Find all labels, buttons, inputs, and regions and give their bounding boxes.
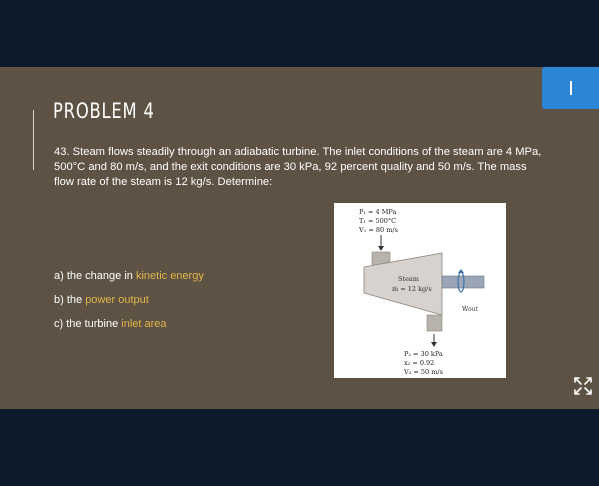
- title-accent-bar: [33, 110, 34, 170]
- steam-label: Steam: [398, 275, 419, 283]
- slide: [0, 67, 599, 409]
- bar-icon: [570, 81, 572, 95]
- part-a-highlight: kinetic energy: [135, 270, 204, 282]
- mass-flow-label: ṁ = 12 kg/s: [392, 285, 432, 293]
- exit-arrow-head: [431, 342, 437, 347]
- exit-pipe: [427, 315, 442, 331]
- rotation-arrow-head: [458, 269, 464, 273]
- turbine-diagram: [334, 203, 506, 378]
- fullscreen-button[interactable]: [571, 374, 595, 398]
- inlet-arrow-head: [378, 246, 384, 251]
- inlet-pressure-label: P₁ = 4 MPa: [359, 208, 397, 216]
- slide-title: PROBLEM 4: [53, 99, 155, 123]
- exit-quality-label: x₂ = 0.92: [404, 359, 435, 367]
- inlet-temperature-label: T₁ = 500°C: [359, 217, 397, 225]
- exit-velocity-label: V₂ = 50 m/s: [404, 368, 443, 376]
- part-b: [54, 294, 149, 306]
- fullscreen-icon: [571, 374, 595, 398]
- work-output-label: Ẇout: [462, 306, 479, 313]
- inlet-velocity-label: V₁ = 80 m/s: [359, 226, 398, 234]
- part-b-text: b) the: [54, 294, 86, 306]
- part-c-text: c) the turbine: [54, 318, 122, 330]
- turbine-shaft: [442, 276, 484, 288]
- exit-pressure-label: P₂ = 30 kPa: [404, 350, 443, 358]
- problem-statement: 43. Steam flows steadily through an adiabatic turbine. The inlet conditions of the steam are 4 MPa, 500°C and 80 m/s, and the exit conditions are 30 kPa, 92 percent quality and 50 m/s. The mass flow rate of the steam is 12 kg/s. Determine:: [54, 146, 542, 188]
- part-c: [54, 318, 167, 330]
- menu-toggle-button[interactable]: [542, 67, 599, 109]
- part-a: [54, 270, 204, 282]
- turbine-figure: [334, 203, 506, 378]
- part-b-highlight: power output: [85, 294, 149, 306]
- part-c-highlight: inlet area: [121, 318, 167, 330]
- part-a-text: a) the change in: [54, 270, 136, 282]
